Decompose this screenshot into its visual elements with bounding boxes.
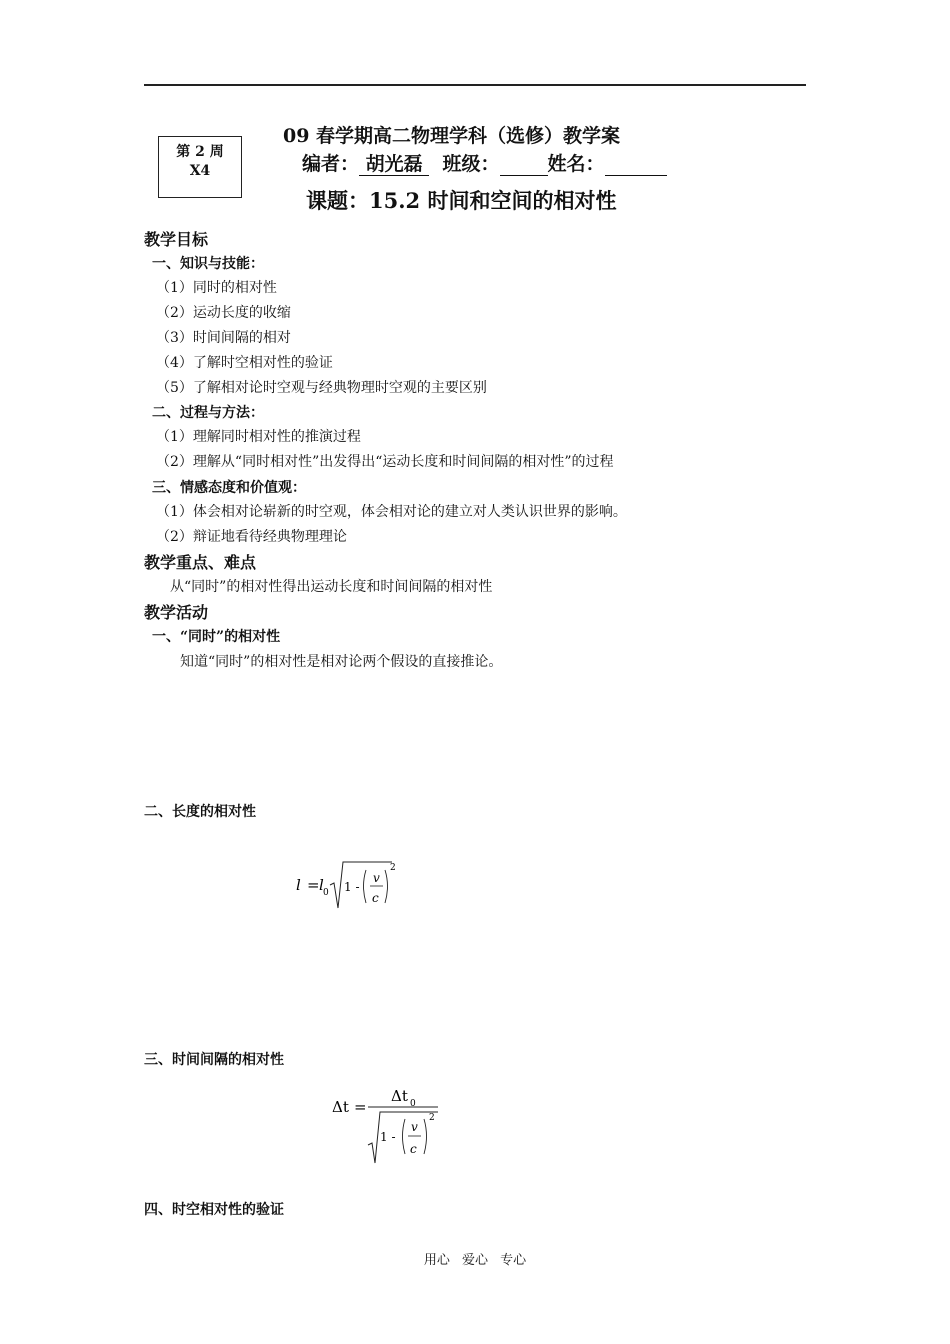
- list-item: （2）辩证地看待经典物理理论: [156, 529, 347, 545]
- week-code: X4: [189, 163, 211, 179]
- svg-text:Δt: Δt: [391, 1087, 408, 1105]
- time-formula: [328, 1080, 453, 1170]
- svg-text:=: =: [307, 876, 320, 894]
- list-item: （1）理解同时相对性的推演过程: [156, 429, 361, 445]
- svg-text:l: l: [296, 876, 301, 894]
- section1-text: 知道“同时”的相对性是相对论两个假设的直接推论。: [180, 654, 503, 670]
- svg-text:v: v: [411, 1120, 418, 1134]
- svg-text:1 -: 1 -: [344, 880, 360, 894]
- lesson-topic: 课题：15.2 时间和空间的相对性: [306, 188, 617, 213]
- name-label: 姓名：: [547, 153, 605, 175]
- page-footer: 用心 爱心 专心: [423, 1253, 527, 1268]
- svg-text:1 -: 1 -: [380, 1130, 396, 1144]
- list-item: （1）同时的相对性: [156, 280, 277, 296]
- list-item: （2）运动长度的收缩: [156, 305, 291, 321]
- svg-text:=: =: [354, 1098, 367, 1116]
- week-box: [158, 136, 242, 198]
- week-number: 第 2 周: [176, 144, 224, 160]
- keypoints-text: 从“同时”的相对性得出运动长度和时间间隔的相对性: [170, 579, 493, 595]
- section1-heading: 一、“同时”的相对性: [152, 629, 281, 645]
- svg-text:2: 2: [390, 863, 396, 873]
- list-item: （5）了解相对论时空观与经典物理时空观的主要区别: [156, 380, 487, 396]
- attitude-heading: 三、情感态度和价值观：: [152, 480, 306, 496]
- class-blank: [500, 153, 548, 176]
- editor-label: 编者：: [302, 153, 360, 175]
- list-item: （4）了解时空相对性的验证: [156, 355, 333, 371]
- doc-title: 09 春学期高二物理学科（选修）教学案: [283, 125, 621, 147]
- activities-heading: 教学活动: [144, 603, 209, 622]
- section4-heading: 四、时空相对性的验证: [144, 1202, 284, 1218]
- class-label: 班级：: [442, 153, 500, 175]
- editor-name: 胡光磊: [359, 153, 429, 176]
- svg-text:0: 0: [410, 1099, 416, 1109]
- svg-text:v: v: [373, 871, 380, 885]
- list-item: （1）体会相对论崭新的时空观，体会相对论的建立对人类认识世界的影响。: [156, 504, 627, 520]
- list-item: （2）理解从“同时相对性”出发得出“运动长度和时间间隔的相对性”的过程: [156, 454, 614, 470]
- process-heading: 二、过程与方法：: [152, 405, 264, 421]
- svg-text:0: 0: [323, 888, 329, 898]
- svg-text:c: c: [372, 891, 379, 905]
- svg-text:l: l: [319, 876, 324, 894]
- list-item: （3）时间间隔的相对: [156, 330, 291, 346]
- keypoints-heading: 教学重点、难点: [144, 553, 257, 572]
- objectives-heading: 教学目标: [144, 230, 209, 249]
- top-rule: [144, 84, 806, 86]
- svg-text:c: c: [410, 1142, 417, 1156]
- name-blank: [605, 153, 667, 176]
- svg-text:Δt: Δt: [332, 1098, 349, 1116]
- knowledge-heading: 一、知识与技能：: [152, 256, 264, 272]
- length-formula: [290, 856, 410, 916]
- section3-heading: 三、时间间隔的相对性: [144, 1052, 284, 1068]
- section2-heading: 二、长度的相对性: [144, 804, 256, 820]
- author-line: [302, 149, 667, 176]
- svg-text:2: 2: [429, 1113, 435, 1123]
